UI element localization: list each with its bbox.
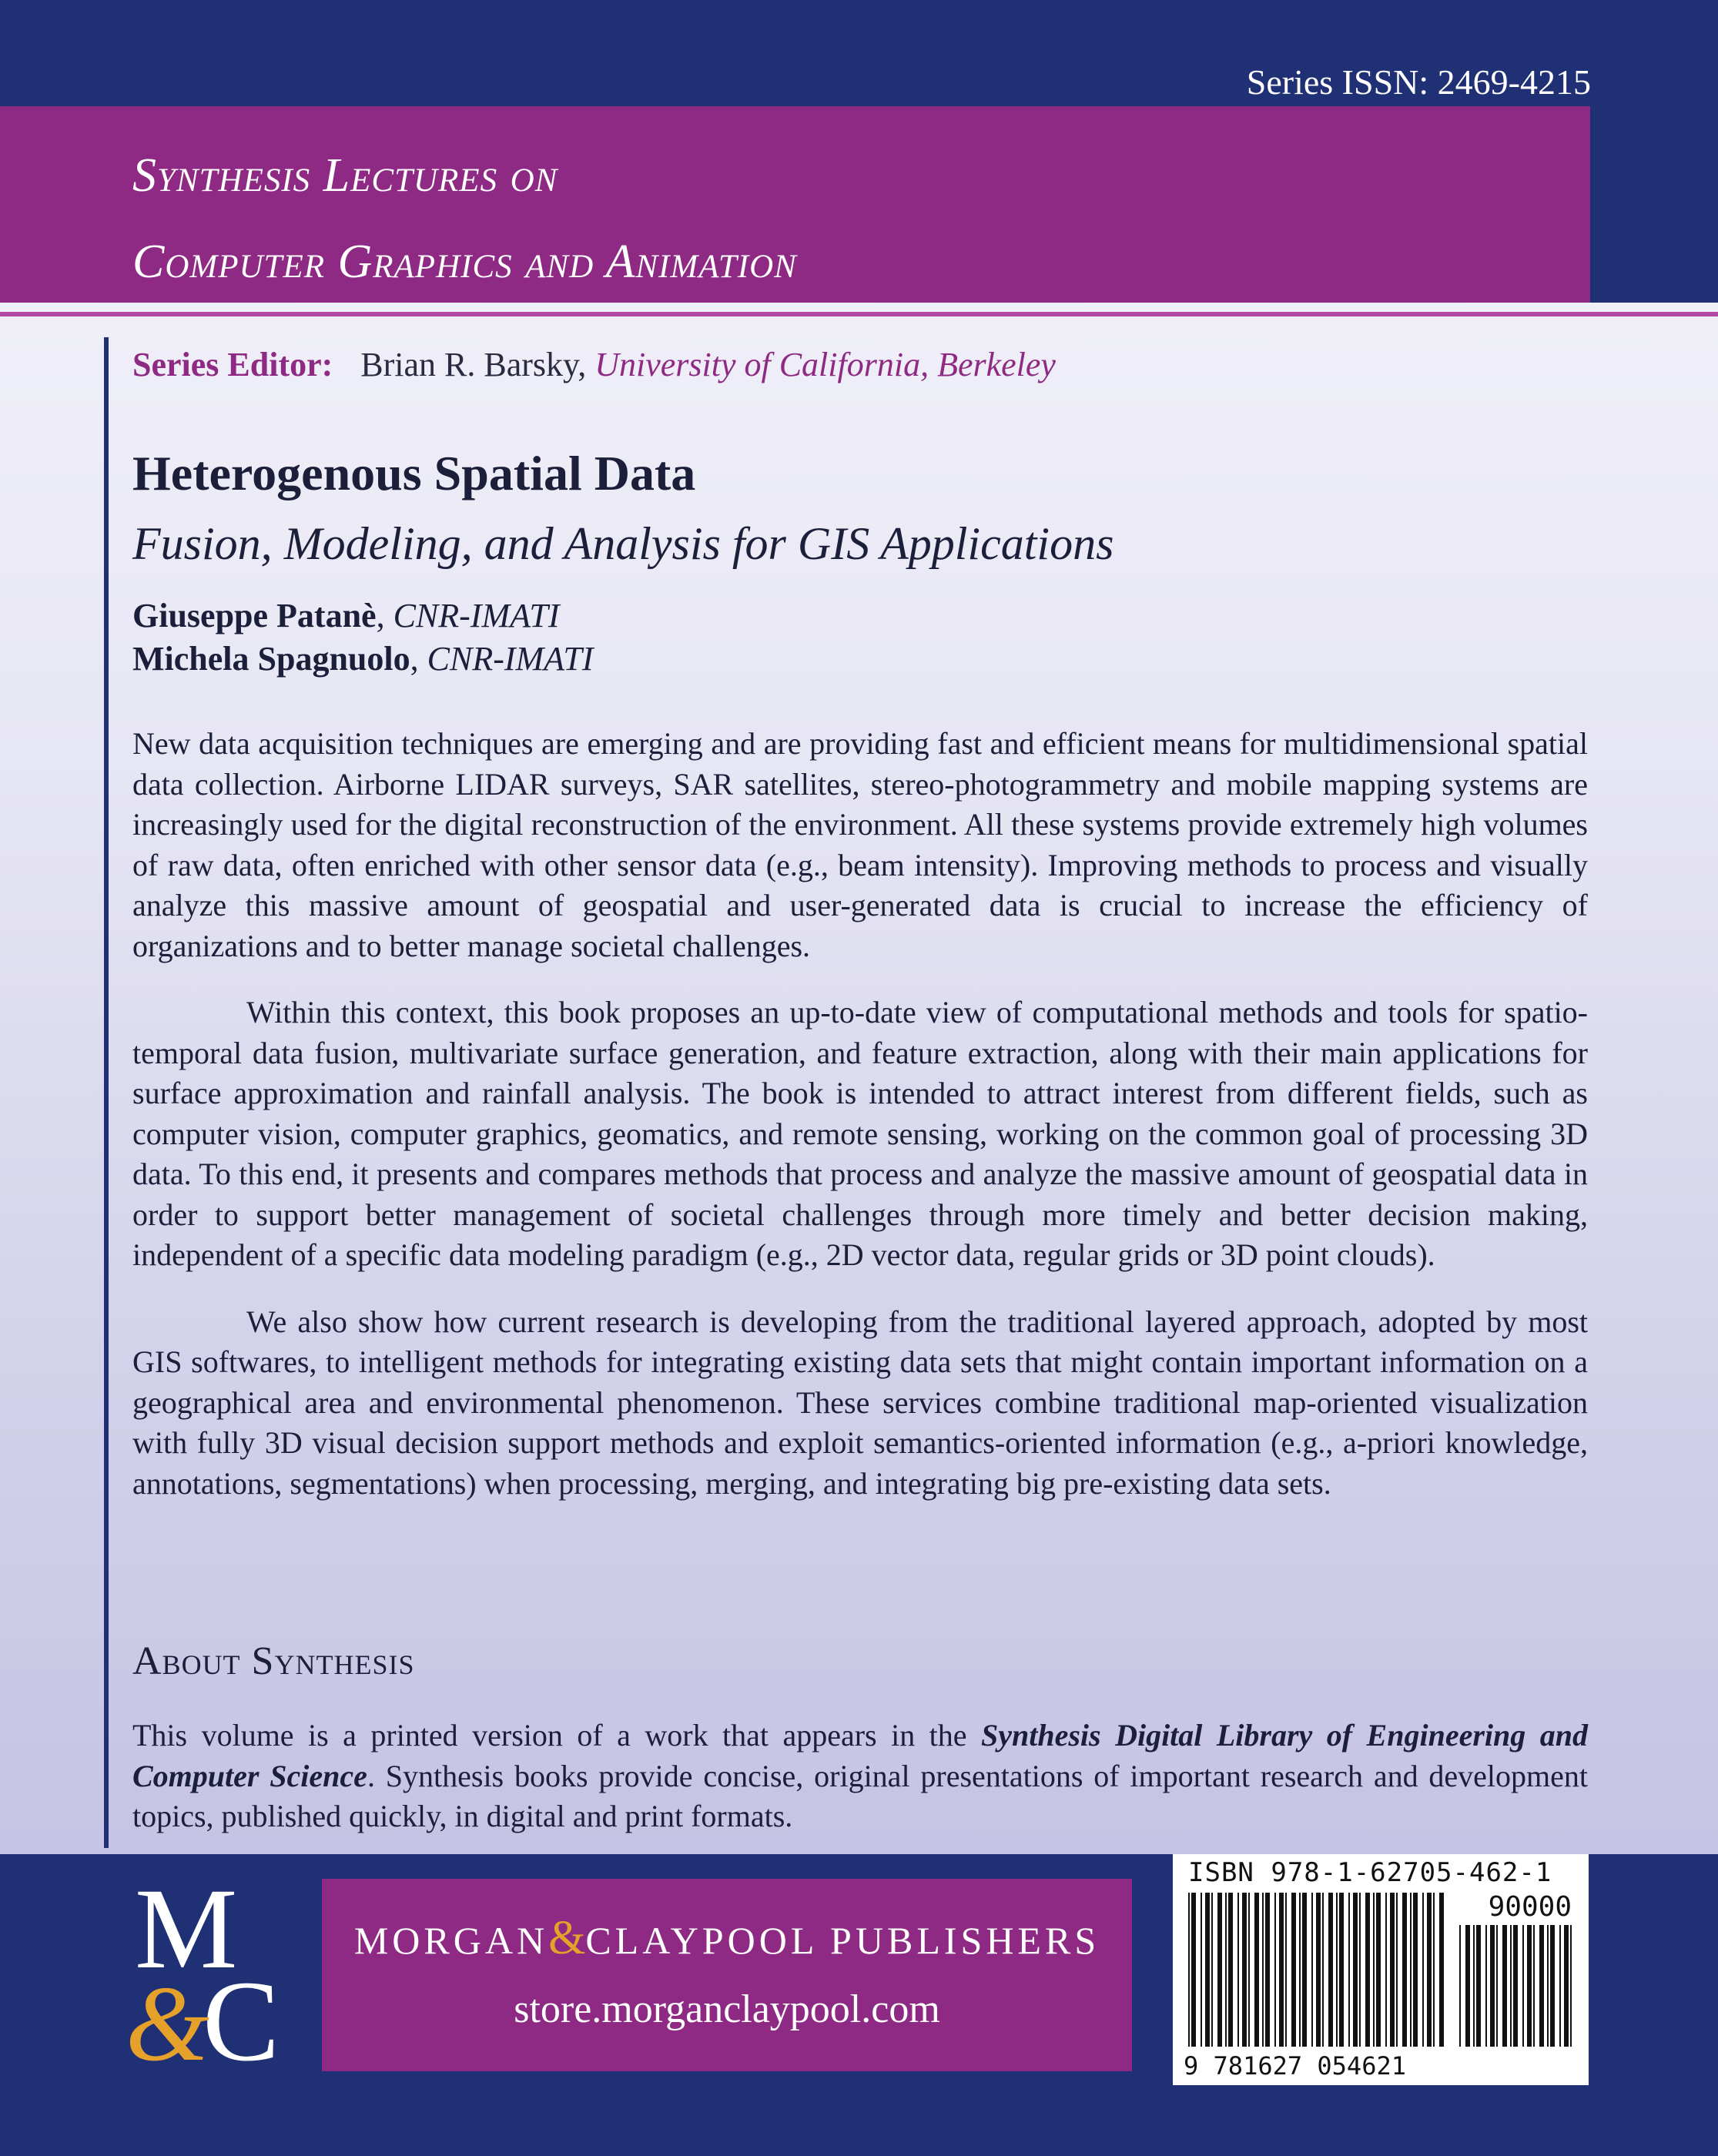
series-title-line1: Synthesis Lectures on xyxy=(132,149,558,202)
publisher-name-left: MORGAN xyxy=(353,1919,549,1962)
author-affiliation: CNR-IMATI xyxy=(427,640,594,678)
barcode-bar xyxy=(1496,1925,1498,2047)
book-subtitle: Fusion, Modeling, and Analysis for GIS Applications xyxy=(132,518,1114,569)
about-text-end: . Synthesis books provide concise, original presentations of important research and development topics, published quickly, in digital and print formats. xyxy=(132,1758,1589,1833)
barcode-bar xyxy=(1217,1893,1222,2047)
barcode-addon-bars xyxy=(1459,1925,1575,2047)
series-title-line2: Computer Graphics and Animation xyxy=(132,236,797,288)
barcode-bar xyxy=(1413,1893,1418,2047)
barcode-bar xyxy=(1254,1893,1259,2047)
isbn-barcode xyxy=(1173,1854,1589,2085)
barcode-bar xyxy=(1433,1893,1435,2047)
logo-letter-c: C xyxy=(203,1957,280,2071)
barcode-bar xyxy=(1485,1925,1487,2047)
series-editor-name: Brian R. Barsky, xyxy=(360,346,587,383)
barcode-bar xyxy=(1191,1893,1196,2047)
barcode-bar xyxy=(1328,1893,1333,2047)
barcode-bar xyxy=(1279,1893,1284,2047)
barcode-bar xyxy=(1299,1893,1301,2047)
barcode-bar xyxy=(1265,1893,1270,2047)
barcode-bar xyxy=(1237,1893,1239,2047)
book-description xyxy=(132,724,1588,1504)
divider-rule xyxy=(0,312,1718,316)
barcode-bar xyxy=(1228,1893,1233,2047)
series-title-band-edge xyxy=(1590,106,1718,303)
series-editor-label: Series Editor: xyxy=(132,346,333,383)
logo-side-block xyxy=(0,1879,104,2071)
about-text xyxy=(132,1716,1588,1837)
author-name: Giuseppe Patanè xyxy=(132,597,377,634)
barcode-bar xyxy=(1373,1893,1375,2047)
about-library-name: Synthesis Digital Library of Engineering and Computer Science xyxy=(132,1718,1588,1793)
series-issn: Series ISSN: 2469-4215 xyxy=(1246,62,1591,102)
book-title: Heterogenous Spatial Data xyxy=(132,446,696,500)
barcode-bar xyxy=(1242,1893,1247,2047)
barcode-bar xyxy=(1510,1925,1512,2047)
barcode-bar xyxy=(1365,1893,1370,2047)
barcode-bar xyxy=(1311,1893,1313,2047)
barcode-bar xyxy=(1291,1893,1296,2047)
barcode-bar xyxy=(1459,1925,1461,2047)
barcode-bar xyxy=(1285,1893,1287,2047)
barcode-bar xyxy=(1422,1893,1424,2047)
barcode-bar xyxy=(1348,1893,1350,2047)
footer-strip xyxy=(0,2085,1718,2156)
barcode-bar xyxy=(1316,1893,1321,2047)
barcode-bar xyxy=(1522,1925,1524,2047)
barcode-bar xyxy=(1302,1893,1307,2047)
about-heading: About Synthesis xyxy=(132,1639,415,1683)
barcode-bar xyxy=(1476,1925,1481,2047)
barcode-bar xyxy=(1564,1925,1569,2047)
barcode-bar xyxy=(1527,1925,1532,2047)
barcode-bar xyxy=(1502,1925,1507,2047)
series-editor xyxy=(132,345,1056,384)
barcode-bar xyxy=(1322,1893,1324,2047)
left-margin-rule xyxy=(104,337,109,1848)
top-navy-band xyxy=(0,0,1718,108)
logo-ampersand: & xyxy=(126,1964,209,2071)
author-name: Michela Spagnuolo xyxy=(132,640,410,678)
barcode-bar xyxy=(1225,1893,1227,2047)
barcode-bar xyxy=(1402,1893,1407,2047)
barcode-bar xyxy=(1465,1925,1470,2047)
barcode-bar xyxy=(1339,1893,1344,2047)
author-entry: Giuseppe Patanè, CNR-IMATI xyxy=(132,597,560,634)
barcode-bar xyxy=(1274,1893,1276,2047)
publisher-name-right: CLAYPOOL PUBLISHERS xyxy=(585,1919,1100,1962)
barcode-bar xyxy=(1359,1893,1361,2047)
barcode-bar xyxy=(1248,1893,1250,2047)
barcode-bar xyxy=(1201,1893,1202,2047)
barcode-bar xyxy=(1570,1925,1572,2047)
barcode-bar xyxy=(1513,1925,1518,2047)
description-paragraph: We also show how current research is developing from the traditional layered approach, adopted by most GIS softwares, to intelligent methods for integrating existing data sets that might contain important information on a geographical area and environmental phenomenon. These services combine traditional map-oriented visualization with fully 3D visual decision support methods and exploit semantics-oriented information (e.g., a-priori knowledge, annotations, segmentations) when processing, merging, and integrating big pre-existing data sets. xyxy=(132,1304,1588,1501)
barcode-bar xyxy=(1390,1893,1395,2047)
barcode-bar xyxy=(1211,1893,1213,2047)
publisher-band xyxy=(322,1879,1132,2071)
barcode-bar xyxy=(1490,1925,1495,2047)
barcode-bar xyxy=(1188,1893,1190,2047)
publisher-name-ampersand: & xyxy=(548,1912,586,1964)
author-affiliation: CNR-IMATI xyxy=(393,597,560,634)
author-entry: Michela Spagnuolo, CNR-IMATI xyxy=(132,640,594,678)
barcode-bar xyxy=(1410,1893,1412,2047)
price-code: 90000 xyxy=(1488,1891,1572,1923)
publisher-name xyxy=(322,1911,1132,1966)
barcode-bar xyxy=(1262,1893,1264,2047)
description-paragraph: New data acquisition techniques are emerging and are providing fast and efficient means for multidimensional spatial data collection. Airborne LIDAR surveys, SAR satellites, stereo-photogrammetry and mobile mapping systems are increasingly used for the digital reconstruction of the environment. All these systems provide extremely high volumes of raw data, often enriched with other sensor data (e.g., beam intensity). Improving methods to process and visually analyze this massive amount of geospatial and user-generated data is crucial to increase the efficiency of organizations and to better manage societal challenges. xyxy=(132,726,1588,963)
barcode-bar xyxy=(1547,1925,1549,2047)
barcode-bar xyxy=(1396,1893,1398,2047)
barcode-bar xyxy=(1427,1893,1432,2047)
barcode-bar xyxy=(1353,1893,1358,2047)
barcode-bar xyxy=(1205,1893,1210,2047)
series-title xyxy=(132,132,797,305)
barcode-bar xyxy=(1550,1925,1555,2047)
author-list xyxy=(132,594,594,681)
barcode-bar xyxy=(1376,1893,1381,2047)
description-paragraph: Within this context, this book proposes an up-to-date view of computational methods and tools for spatio-temporal data fusion, multivariate surface generation, and feature extraction, along with their main applications for surface approximation and rainfall analysis. The book is intended to attract interest from different fields, such as computer vision, computer graphics, geomatics, and remote sensing, working on the common goal of processing 3D data. To this end, it presents and compares methods that process and analyze the massive amount of geospatial data in order to support better management of societal challenges through more timely and better decision making, independent of a specific data modeling paradigm (e.g., 2D vector data, regular grids or 3D point clouds). xyxy=(132,995,1588,1272)
barcode-bar xyxy=(1473,1925,1475,2047)
barcode-bar xyxy=(1539,1925,1544,2047)
barcode-bar xyxy=(1533,1925,1535,2047)
barcode-bar xyxy=(1385,1893,1387,2047)
isbn-number: ISBN 978-1-62705-462-1 xyxy=(1188,1857,1552,1888)
logo-letter-m: M xyxy=(135,1879,238,1993)
barcode-digits: 9 781627 054621 xyxy=(1184,2051,1406,2081)
barcode-bar xyxy=(1559,1925,1561,2047)
series-editor-affiliation: University of California, Berkeley xyxy=(594,346,1056,383)
about-text-start: This volume is a printed version of a work that appears in the xyxy=(132,1718,981,1753)
publisher-logo xyxy=(112,1879,312,2071)
barcode-main-bars xyxy=(1188,1893,1450,2047)
publisher-url: store.morganclaypool.com xyxy=(514,1987,940,2031)
barcode-bar xyxy=(1439,1893,1444,2047)
barcode-bar xyxy=(1336,1893,1338,2047)
